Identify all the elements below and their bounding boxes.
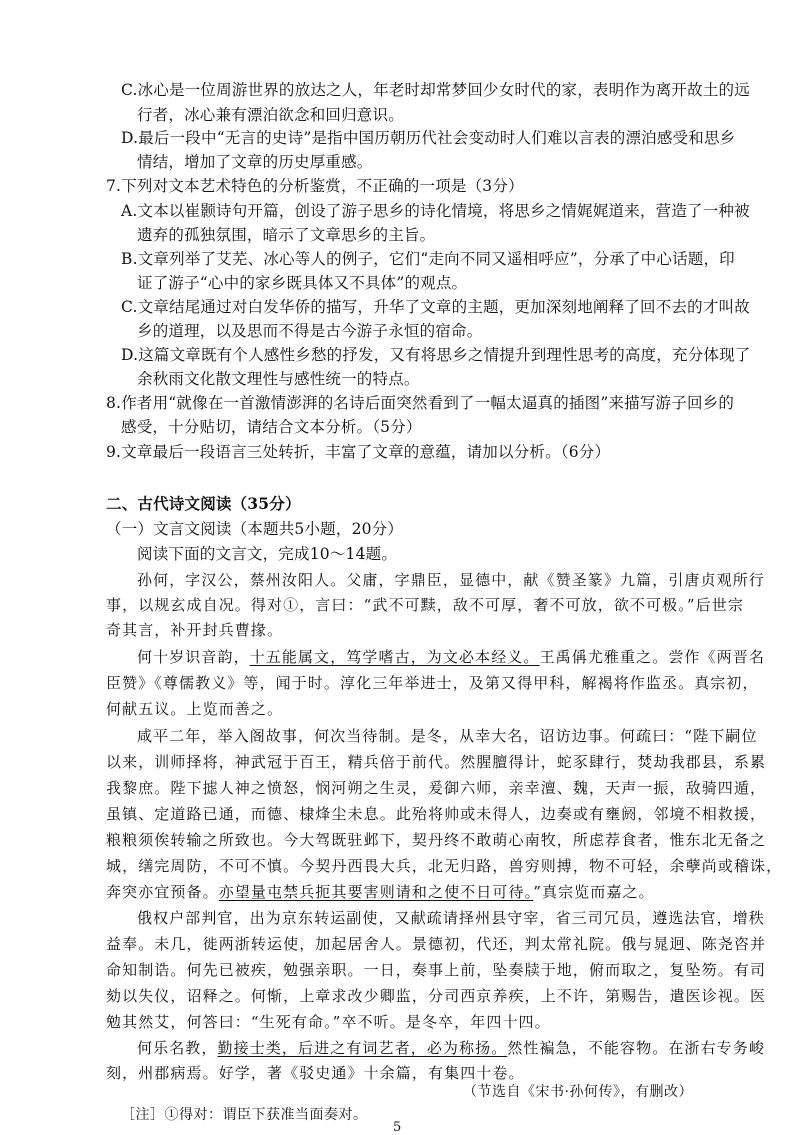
passage-line: 以来，训师择将，神武冠于百王，精兵倍于前代。然腥膻得计，蛇豕肆行，焚劫我郡县，系累 (106, 753, 767, 771)
q8-line2: 感受，十分贴切，请结合文本分析。（5分） (121, 418, 422, 436)
underlined-sentence: 勤接士类，后进之有词艺者，必为称扬。 (217, 1039, 508, 1057)
passage-line: 勉其然艾，何答曰：“生死有命。”卒不听。是冬卒，年四十四。 (106, 1013, 551, 1031)
q9-line1: 9.文章最后一段语言三处转折，丰富了文章的意蕴，请加以分析。（6分） (106, 443, 611, 461)
q6-option-d-line2: 情结，增加了文章的历史厚重感。 (137, 153, 373, 171)
q6-option-c-line1: C.冰心是一位周游世界的放达之人，年老时却常梦回少女时代的家，表明作为离开故土的远 (121, 81, 750, 99)
passage-line: 臣赞》《尊儒教义》等，闻于时。淳化三年举进士，及第又得甲科，解褐将作监丞。真宗初， (106, 674, 759, 692)
passage-text: 然性褊急，不能容物。在浙右专务峻 (507, 1039, 765, 1057)
source-citation: （节选自《宋书·孙何传》，有删改） (463, 1084, 693, 1100)
subsection-heading: （一）文言文阅读（本题共5小题，20分） (106, 520, 404, 538)
q7-option-d-line2: 余秋雨文化散文理性与感性统一的特点。 (137, 370, 420, 388)
passage-line: 命知制诰。何先已被疾，勉强亲职。一日，奏事上前，坠奏牍于地，俯而取之，复坠笏。有司 (106, 961, 767, 979)
q8-line1: 8.作者用“就像在一首激情澎湃的名诗后面突然看到了一幅太逼真的插图”来描写游子回乡的 (106, 394, 735, 412)
passage-line: 俄权户部判官，出为京东转运副使，又献疏请择州县守宰，省三司冗员，遵选法官，增秩 (137, 909, 765, 927)
passage-text: ”真宗览而嘉之。 (533, 883, 655, 901)
q6-option-d-line1: D.最后一段中“无言的史诗”是指中国历朝历代社会变动时人们难以言表的漂泊感受和思乡 (121, 129, 736, 147)
passage-line: 咸平二年，举入阁故事，何次当待制。是冬，从幸大名，诏访边事。何疏曰：“陛下嗣位 (137, 727, 758, 745)
passage-line: 益奉。未几，徙两浙转运使，加起居舍人。景德初，代还，判太常礼院。俄与晁迥、陈尧咨并 (106, 935, 767, 953)
q7-option-b-line1: B.文章列举了艾芜、冰心等人的例子，它们“走向不同又遥相呼应”，分承了中心话题，印 (121, 250, 735, 268)
q6-option-c-line2: 行者，冰心兼有漂泊欲念和回归意识。 (137, 106, 404, 124)
passage-line: 劾以失仪，诏释之。何惭，上章求改少卿监，分司西京养疾，上不许，第赐告，遣医诊视。医 (106, 987, 767, 1005)
passage-text: 奔突亦宜预备。 (106, 883, 219, 901)
q7-option-b-line2: 证了游子“心中的家乡既具体又不具体”的观点。 (137, 274, 468, 292)
q7-option-c-line2: 乡的道理，以及思而不得是古今游子永恒的宿命。 (137, 322, 483, 340)
passage-text: 何十岁识音韵， (137, 648, 250, 666)
passage-line: 我黎庶。陛下摅人神之愤怒，悯河朔之生灵，爰御六师，亲幸澶、魏，天声一振，敌骑四遁， (106, 779, 767, 797)
reading-instruction: 阅读下面的文言文，完成10～14题。 (137, 545, 398, 563)
passage-line: 何献五议。上览而善之。 (106, 700, 284, 718)
passage-line (137, 646, 765, 668)
passage-line (137, 1037, 765, 1059)
passage-line: 城，缮完周防，不可不慎。今契丹西畏大兵，北无归路，兽穷则搏，物不可轻，余孽尚或稽诛， (106, 857, 783, 875)
underlined-sentence: 亦望量屯禁兵扼其要害则请和之使不日可待。 (218, 883, 534, 901)
q7-stem: 7.下列对文本艺术特色的分析鉴赏，不正确的一项是（3分） (106, 177, 524, 195)
passage-text: 何乐名教， (137, 1039, 218, 1057)
passage-line: 粮粮须俟转输之所致也。今大驾既驻邺下，契丹终不敢萌心南牧，所虑荐食者，惟东北无备之 (106, 831, 767, 849)
passage-line: 事，以规玄成自况。得对①，言曰：“武不可黩，敌不可厚，奢不可放，欲不可极。”后世宗 (106, 596, 744, 614)
q7-option-a-line1: A.文本以崔颢诗句开篇，创设了游子思乡的诗化情境，将思乡之情娓娓道来，营造了一种被 (121, 202, 750, 220)
underlined-sentence: 十五能属文，笃学嗜古，为文必本经义。 (249, 648, 540, 666)
q7-option-a-line2: 遗弃的孤独氛围，暗示了文章思乡的主旨。 (137, 226, 436, 244)
passage-text: 王禹偁尤雅重之。尝作《两晋名 (539, 648, 765, 666)
page-number: 5 (393, 1120, 402, 1135)
passage-line: 孙何，字汉公，蔡州汝阳人。父庸，字鼎臣，显德中，献《赞圣篆》九篇，引唐贞观所行 (137, 571, 765, 589)
footnote: ［注］①得对：谓臣下获准当面奏对。 (121, 1107, 368, 1123)
passage-line: 虽镇、定道路已通，而德、棣烽尘未息。此殆将帅或未得人，边奏或有壅阏，邻境不相救援， (106, 805, 767, 823)
passage-line: 奇其言，补开封兵曹掾。 (106, 621, 284, 639)
passage-line (106, 881, 655, 903)
q7-option-c-line1: C.文章结尾通过对白发华侨的描写，升华了文章的主题，更加深刻地阐释了回不去的才叫故 (121, 298, 750, 316)
section-heading: 二、古代诗文阅读（35分） (106, 494, 301, 513)
q7-option-d-line1: D.这篇文章既有个人感性乡愁的抒发，又有将思乡之情提升到理性思考的高度，充分体现了 (121, 346, 751, 364)
passage-line: 刻，州郡病焉。好学，著《驳史通》十余篇，有集四十卷。 (106, 1064, 525, 1082)
